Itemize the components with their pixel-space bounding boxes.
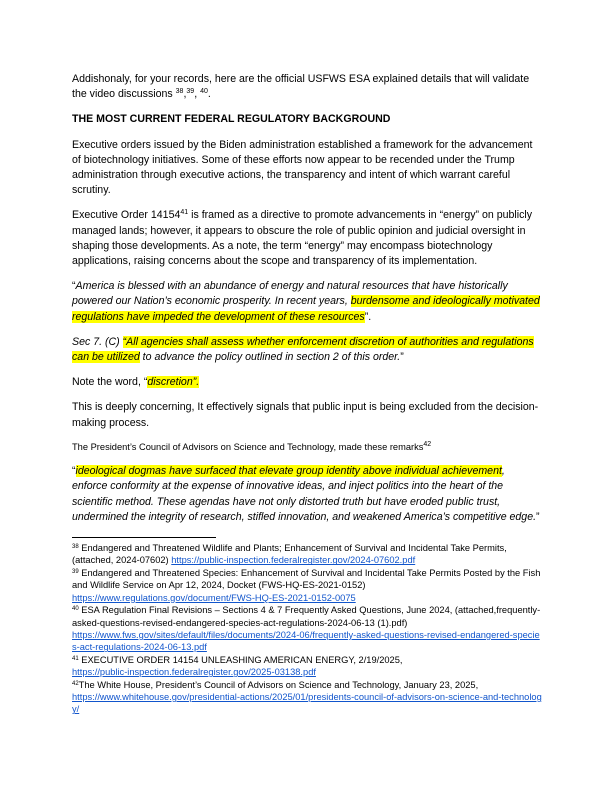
footnote-number: 39 [72, 568, 79, 575]
quote-close: ” [400, 351, 404, 364]
footnote-text: EXECUTIVE ORDER 14154 UNLEASHING AMERICAN ENERGY, 2/19/2025, [78, 654, 403, 665]
council-intro [72, 441, 542, 454]
footnote-text: ESA Regulation Final Revisions – Sections 4 & 7 Frequently Asked Questions, June 2024, (attached,frequently-asked-questions-revised-endangered-species-act-regulations-2024-06-13 (1).pdf) [72, 605, 541, 628]
section-7-quote [72, 335, 542, 365]
footnote-number: 38 [72, 544, 79, 551]
footnote-38 [72, 542, 542, 567]
footnote-ref-42[interactable]: 42 [423, 440, 432, 448]
footnote-text: The White House, President’s Council of Advisors on Science and Technology, January 23, 2025, [78, 679, 479, 690]
footnote-link[interactable]: https://www.fws.gov/sites/default/files/documents/2024-06/frequently-asked-questions-revised-endangered-species-act-regulations-2024-06-13.pdf [72, 629, 540, 653]
quote-close: ”. [364, 310, 372, 323]
section-heading: THE MOST CURRENT FEDERAL REGULATORY BACKGROUND [72, 113, 391, 126]
highlighted-text: discretion”. [147, 376, 200, 389]
intro-paragraph [72, 72, 542, 102]
intro-sep: , [194, 88, 201, 101]
note-text: Note the word, “ [72, 376, 148, 389]
footnote-39 [72, 567, 542, 604]
highlighted-text: ideological dogmas have surfaced that elevate group identity above individual achievement [75, 465, 502, 478]
intro-text: Addishonaly, for your records, here are the official USFWS ESA explained details that will validate the video discussions [72, 73, 530, 101]
footnote-number: 41 [72, 655, 79, 662]
footnote-ref-39[interactable]: 39 [186, 88, 195, 96]
document-page [72, 72, 542, 716]
quote-close: ” [536, 510, 540, 523]
intro-sep: , [183, 88, 187, 101]
footnote-number: 42 [72, 680, 79, 687]
sec7-label: Sec 7. (C) [72, 335, 123, 348]
sec7-text: to advance the policy outlined in section 2 of this order. [139, 351, 401, 364]
quote-energy [72, 279, 542, 325]
note-discretion [72, 375, 542, 390]
footnote-42 [72, 679, 542, 716]
footnote-ref-40[interactable]: 40 [200, 88, 208, 96]
paragraph-concern: This is deeply concerning, It effectively signals that public input is being excluded from the decision-making process. [72, 401, 539, 429]
paragraph-eo-14154 [72, 208, 542, 269]
footnote-link[interactable]: https://www.regulations.gov/document/FWS-HQ-ES-2021-0152-0075 [72, 592, 356, 603]
eo-text: Executive Order 14154 [72, 209, 181, 222]
quote-open: “ [72, 280, 76, 293]
footnote-ref-38[interactable]: 38 [175, 88, 184, 96]
council-text: The President’s Council of Advisors on Science and Technology, made these remarks [72, 441, 424, 452]
footnote-link[interactable]: https://public-inspection.federalregister.gov/2025-03138.pdf [72, 667, 316, 678]
footnote-text: Endangered and Threatened Wildlife and Plants; Enhancement of Survival and Incidental Take Permits,(attached, 2024-07602) [72, 543, 507, 566]
eo-text: is framed as a directive to promote advancements in “energy” on publicly managed lands; however, it appears to obscure the role of public opinion and judicial oversight in shaping those developments. As a note, the term “energy” may encompass biotechnology applications, raising concerns about the scope and transparency of its implementation. [72, 209, 533, 268]
paragraph-biden-orders: Executive orders issued by the Biden administration established a framework for the advancement of biotechnology initiatives. Some of these efforts now appear to be recended under the Trump administration through executive actions, the transparency and intent of which warrant careful scrutiny. [72, 138, 533, 197]
quote-text: , enforce conformity at the expense of innovative ideas, and inject politics into the heart of the scientific method. These agendas have not only distorted truth but have eroded public trust, undermined the integrity of research, stifled innovation, and weakened America’s competitive edge. [72, 465, 537, 523]
quote-open: “ [72, 465, 76, 478]
quote-council [72, 464, 542, 525]
footnote-40 [72, 604, 542, 654]
footnote-link[interactable]: https://public-inspection.federalregister.gov/2024-07602.pdf [171, 555, 416, 566]
intro-end: . [207, 88, 211, 101]
footnote-divider [72, 537, 216, 538]
footnote-ref-41[interactable]: 41 [180, 209, 189, 217]
footnote-number: 40 [72, 606, 79, 613]
highlighted-text: “All agencies shall assess whether enforcement discretion of authorities and regulations can be utilized [72, 335, 534, 364]
highlighted-text: burdensome and ideologically motivated regulations have impeded the development of these resources [72, 295, 540, 323]
quote-text: America is blessed with an abundance of energy and natural resources that have historically powered our Nation’s economic prosperity. In recent years, [72, 280, 508, 308]
footnote-text: Endangered and Threatened Species: Enhancement of Survival and Incidental Take Permits Posted by the Fish and Wildlife Service on Apr 12, 2024, Docket (FWS-HQ-ES-2021-0152) [72, 567, 541, 591]
footnote-41 [72, 654, 542, 679]
footnote-link[interactable]: https://www.whitehouse.gov/presidential-actions/2025/01/presidents-council-of-advisors-on-science-and-technology/ [72, 691, 542, 715]
